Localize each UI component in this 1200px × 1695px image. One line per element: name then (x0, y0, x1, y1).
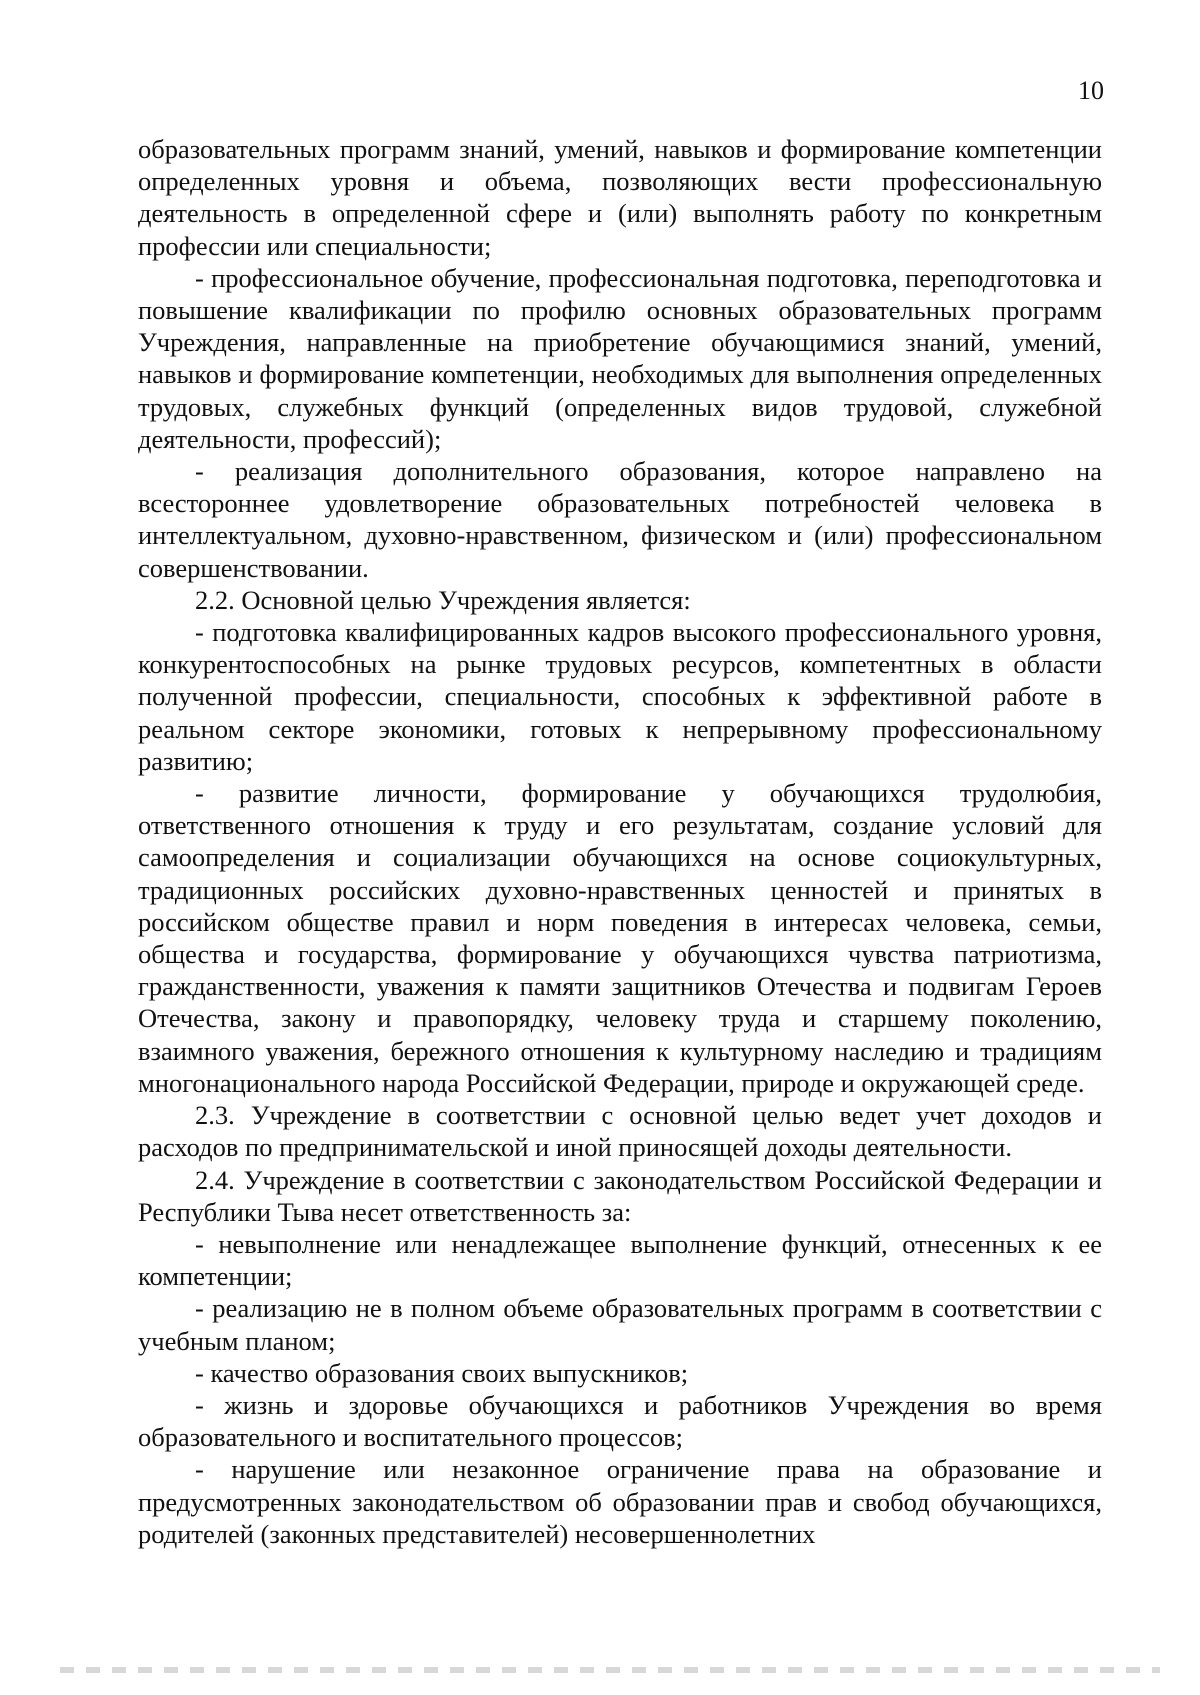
paragraph-3: - реализация дополнительного образования, которое направлено на всестороннее удовлетворение образовательных потребностей человека в интеллектуальном, духовно-нравственном, физическом и (или) профессиональном совершенствовании. (138, 456, 1102, 583)
paragraph-9: - невыполнение или ненадлежащее выполнение функций, отнесенных к ее компетенции; (138, 1228, 1102, 1292)
section-2-3: 2.3. Учреждение в соответствии с основной целью ведет учет доходов и расходов по предпринимательской и иной приносящей доходы деятельности. (138, 1100, 1102, 1163)
paragraph-13: - нарушение или незаконное ограничение права на образование и предусмотренных законодательством об образовании прав и свобод обучающихся, родителей (законных представителей) несовершеннолетних (138, 1454, 1102, 1549)
section-2-4: 2.4. Учреждение в соответствии с законодательством Российской Федерации и Республики Тыва несет ответственность за: (138, 1164, 1102, 1227)
page-number: 10 (1078, 76, 1104, 105)
paragraph-5: - подготовка квалифицированных кадров высокого профессионального уровня, конкурентоспособных на рынке трудовых ресурсов, компетентных в области полученной профессии, специальности, способных к эффективной работе в реальном секторе экономики, готовых к непрерывному профессиональному развитию; (138, 617, 1102, 776)
paragraph-11: - качество образования своих выпускников; (195, 1357, 689, 1388)
scan-edge-artifact (60, 1667, 1160, 1673)
paragraph-2: - профессиональное обучение, профессиональная подготовка, переподготовка и повышение квалификации по профилю основных образовательных программ Учреждения, направленные на приобретение обучающимися знаний, умений, навыков и формирование компетенции, необходимых для выполнения определенных трудовых, служебных функций (определенных видов трудовой, служебной деятельности, профессий); (138, 262, 1102, 454)
paragraph-6: - развитие личности, формирование у обучающихся трудолюбия, ответственного отношения к труду и его результатам, создание условий для самоопределения и социализации обучающихся на основе социокультурных, традиционных российских духовно-нравственных ценностей и принятых в российском обществе правил и норм поведения в интересах человека, семьи, общества и государства, формирование у обучающихся чувства патриотизма, гражданственности, уважения к памяти защитников Отечества и подвигам Героев Отечества, закону и правопорядку, человеку труда и старшему поколению, взаимного уважения, бережного отношения к культурному наследию и традициям многонационального народа Российской Федерации, природе и окружающей среде. (138, 778, 1102, 1098)
paragraph-1: образовательных программ знаний, умений, навыков и формирование компетенции определенных уровня и объема, позволяющих вести профессиональную деятельность в определенной сфере и (или) выполнять работу по конкретным профессии или специальности; (138, 134, 1102, 261)
paragraph-12: - жизнь и здоровье обучающихся и работников Учреждения во время образовательного и воспитательного процессов; (138, 1389, 1102, 1453)
paragraph-10: - реализацию не в полном объеме образовательных программ в соответствии с учебным планом; (138, 1293, 1102, 1356)
section-2-2-heading: 2.2. Основной целью Учреждения является: (195, 584, 691, 615)
document-body (138, 133, 1102, 1550)
